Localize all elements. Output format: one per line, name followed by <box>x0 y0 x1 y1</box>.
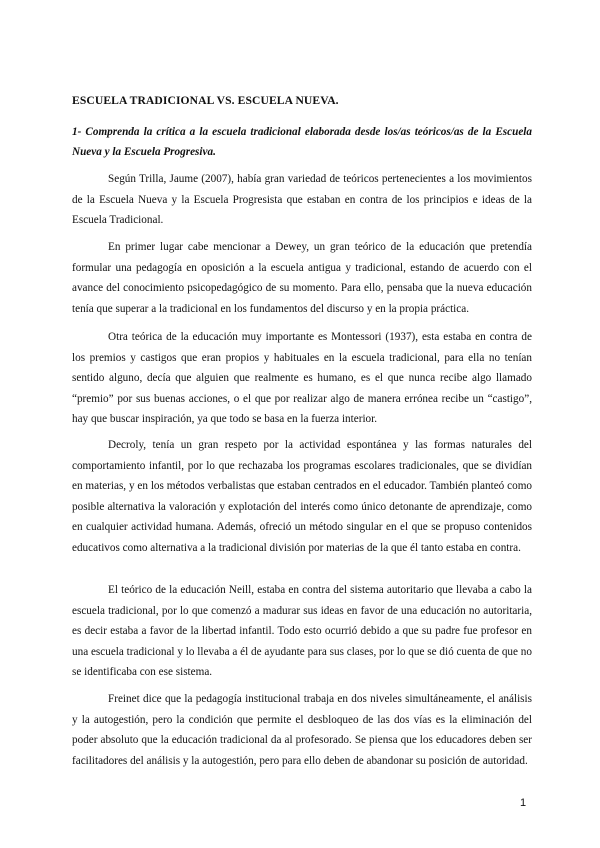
paragraph-dewey: En primer lugar cabe mencionar a Dewey, un gran teórico de la educación que pretendía formular una pedagogía en oposición a la escuela antigua y tradicional, estando de acuerdo con el avance del conocimiento psicopedagógico de su momento. Para ello, pensaba que la nueva educación tenía que superar a la tradicional en los fundamentos del discurso y en la propia práctica. <box>72 241 532 315</box>
document-title: ESCUELA TRADICIONAL VS. ESCUELA NUEVA. <box>72 94 339 107</box>
paragraph-freinet: Freinet dice que la pedagogía institucional trabaja en dos niveles simultáneamente, el análisis y la autogestión, pero la condición que permite el desbloqueo de las dos vías es la eliminación del poder absoluto que la educación tradicional da al profesorado. Se piensa que los educadores deben ser facilitadores del análisis y la autogestión, pero para ello deben de abandonar su posición de autoridad. <box>72 693 532 767</box>
paragraph-neill: El teórico de la educación Neill, estaba en contra del sistema autoritario que llevaba a cabo la escuela tradicional, por lo que comenzó a madurar sus ideas en favor de una educación no autoritaria, es decir estaba a favor de la libertad infantil. Todo esto ocurrió debido a que su padre fue profesor en una escuela tradicional y lo llevaba a él de ayudante para sus clases, por lo que se dió cuenta de que no se identificaba con ese sistema. <box>72 584 532 678</box>
page-number: 1 <box>520 797 527 809</box>
paragraph-montessori: Otra teórica de la educación muy importante es Montessori (1937), esta estaba en contra de los premios y castigos que eran propios y habituales en la escuela tradicional, para ella no tenían sentido alguno, decía que alguien que realmente es humano, es el que nunca recibe algo llamado “premio” por sus buenas acciones, o el que por realizar algo de manera errónea recibe un “castigo”, hay que buscar inspiración, ya que todo se basa en la fuerza interior. <box>72 331 532 425</box>
paragraph-decroly: Decroly, tenía un gran respeto por la actividad espontánea y las formas naturales del comportamiento infantil, por lo que rechazaba los programas escolares tradicionales, que se dividían en materias, y en los métodos verbalistas que estaban centrados en el educador. También planteó como posible alternativa la valoración y explotación del interés como único detonante de aprendizaje, como en cualquier actividad humana. Además, ofreció un método singular en el que se propuso contenidos educativos como alternativa a la tradicional división por materias de la que él tanto estaba en contra. <box>72 439 532 554</box>
paragraph-trilla: Según Trilla, Jaume (2007), había gran variedad de teóricos pertenecientes a los movimientos de la Escuela Nueva y la Escuela Progresista que estaban en contra de los principios e ideas de la Escuela Tradicional. <box>72 173 532 226</box>
question-heading: 1- Comprenda la crítica a la escuela tradicional elaborada desde los/as teóricos/as de la Escuela Nueva y la Escuela Progresiva. <box>72 126 532 158</box>
